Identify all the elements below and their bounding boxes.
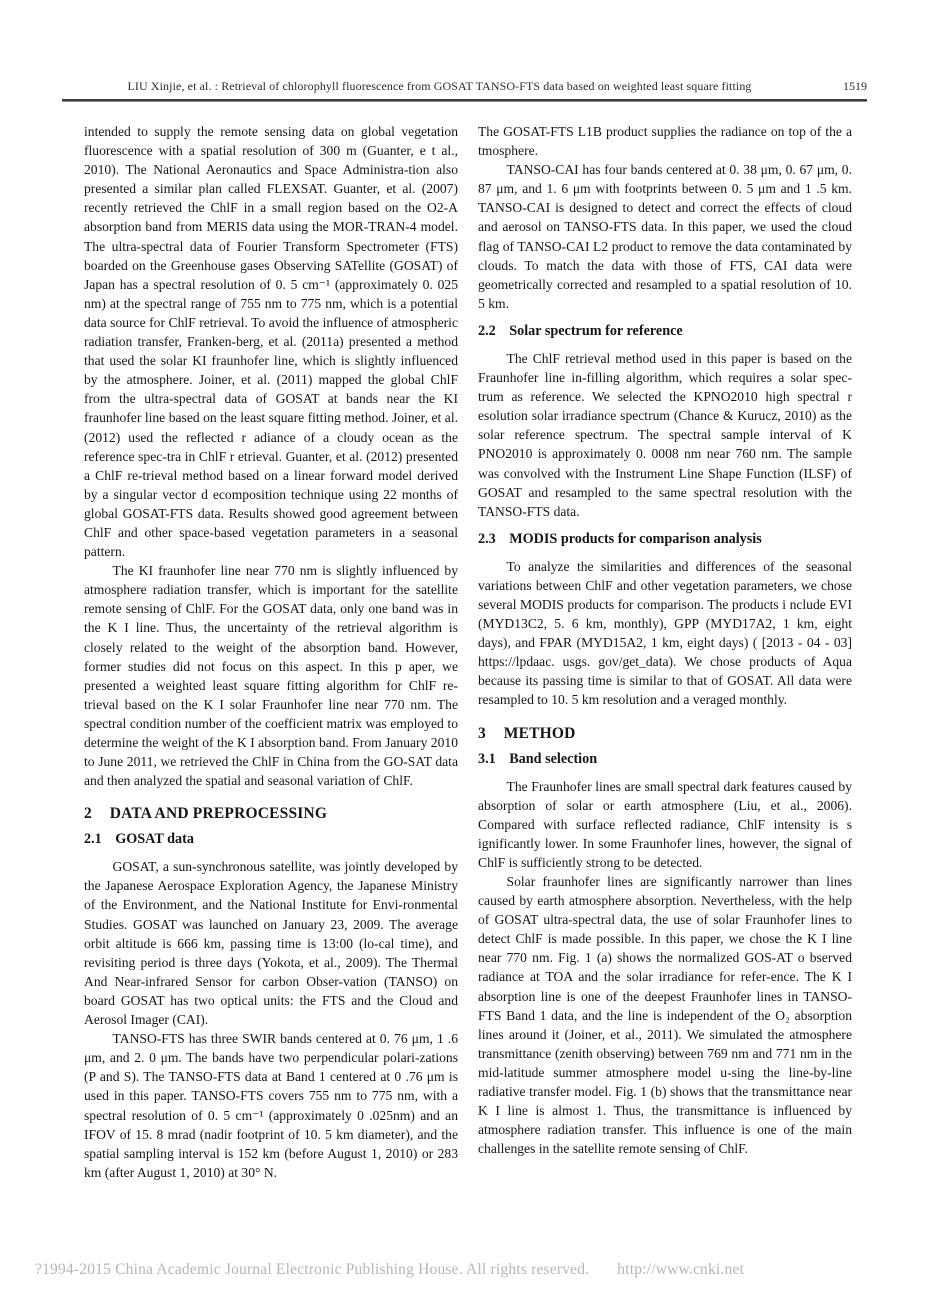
right-column — [478, 122, 852, 1158]
paragraph-tanso-fts: TANSO-FTS has three SWIR bands centered at 0. 76 μm, 1 .6 μm, and 2. 0 μm. The bands have two perpendicular polari-zations (P and S). The TANSO-FTS data at Band 1 centered at 0 .76 μm is used in this paper. TANSO-FTS covers 755 nm to 775 nm, with a spectral resolution of 0. 5 cm⁻¹ (approximately 0 .025nm) and an IFOV of 15. 8 mrad (nadir footprint of 10. 5 km diameter), and the spatial sampling interval is 152 km (before August 1, 2010) or 283 km (after August 1, 2010) at 30° N. — [84, 1031, 458, 1180]
paragraph-fraunhofer-lines: The Fraunhofer lines are small spectral dark features caused by absorption of solar or earth atmosphere (Liu, et al., 2006). Compared with surface reflected radiance, ChlF intensity is s ignificantly lower. In some Fraunhofer lines, however, the signal of ChlF is sufficiently strong to be detected. — [478, 778, 852, 870]
section-heading-2-2 — [478, 321, 852, 341]
paragraph-gosat: GOSAT, a sun-synchronous satellite, was jointly developed by the Japanese Aerospace Exploration Agency, the Japanese Ministry of the Environment, and the National Institute for Envi-ronmental Studies. GOSAT was launched on January 23, 2009. The average orbit altitude is 666 km, passing time is 13:00 (lo-cal time), and revisiting period is three days (Yokota, et al., 2009). The Thermal And Near-infrared Sensor for carbon Obser-vation (TANSO) on board GOSAT has two optical units: the FTS and the Cloud and Aerosol Imager (CAI). — [84, 859, 458, 1028]
section-number: 3.1 — [478, 750, 496, 767]
paragraph-l1b-continuation: The GOSAT-FTS L1B product supplies the radiance on top of the a tmosphere. — [478, 124, 852, 159]
section-number: 2.3 — [478, 530, 496, 547]
section-number: 3 — [478, 724, 486, 742]
left-column — [84, 122, 458, 1182]
section-number: 2 — [84, 805, 92, 823]
section-title: METHOD — [503, 724, 576, 742]
section-number: 2.2 — [478, 322, 496, 339]
page-number: 1519 — [843, 79, 867, 93]
running-header — [62, 79, 867, 94]
header-rule — [62, 99, 867, 102]
section-title: GOSAT data — [115, 831, 194, 848]
section-title: MODIS products for comparison analysis — [509, 530, 762, 547]
watermark-footer — [35, 1261, 744, 1279]
running-title: LIU Xinjie, et al. : Retrieval of chlorophyll fluorescence from GOSAT TANSO-FTS data based on weighted least square fitting — [127, 79, 752, 93]
paragraph-solar-spectrum: The ChlF retrieval method used in this paper is based on the Fraunhofer line in-filling algorithm, which requires a solar spec-trum as reference. We selected the KPNO2010 high spectral r esolution solar irradiance spectrum (Chance & Kurucz, 2010) as the solar reference spectrum. The spectral sample interval of K PNO2010 is approximately 0. 0008 nm near 760 nm. The sample was convolved with the Instrument Line Shape Function (ILSF) of GOSAT and resampled to the same spectral resolution with the TANSO-FTS data. — [478, 350, 852, 519]
section-heading-2 — [84, 803, 458, 824]
section-heading-3-1 — [478, 749, 852, 769]
section-number: 2.1 — [84, 831, 102, 848]
paragraph-tanso-cai: TANSO-CAI has four bands centered at 0. 38 μm, 0. 67 μm, 0. 87 μm, and 1. 6 μm with footprints between 0. 5 μm and 1 .5 km. TANSO-CAI is designed to detect and correct the effects of cloud and aerosol on TANSO-FTS data. In this paper, we used the cloud flag of TANSO-CAI L2 product to remove the data contaminated by clouds. To match the data with those of FTS, CAI data were geometrically corrected and resampled to a spatial resolution of 10. 5 km. — [478, 162, 852, 311]
section-title: DATA AND PREPROCESSING — [109, 805, 328, 823]
copyright-notice: ?1994-2015 China Academic Journal Electronic Publishing House. All rights reserved. — [35, 1261, 590, 1278]
section-title: Band selection — [509, 750, 598, 767]
section-heading-2-1 — [84, 829, 458, 849]
paragraph-intro-continuation: intended to supply the remote sensing data on global vegetation fluorescence with a spatial resolution of 300 m (Guanter, e t al., 2010). The National Aeronautics and Space Administra-tion also presented a similar plan called FLEXSAT. Guanter, et al. (2007) recently retrieved the ChlF in a small region based on the O2-A absorption band from MERIS data using the MOR-TRAN-4 model. The ultra-spectral data of Fourier Transform Spectrometer (FTS) boarded on the Greenhouse gases Observing SATellite (GOSAT) of Japan has a spectral resolution of 0. 5 cm⁻¹ (approximately 0. 025 nm) at the spectral range of 755 nm to 775 nm, which is a potential data source for ChlF retrieval. To avoid the influence of atmospheric radiation transfer, Franken-berg, et al. (2011a) presented a method that used the solar KI fraunhofer line, which is slightly influenced by the atmosphere. Joiner, et al. (2011) mapped the global ChlF from the ultra-spectral data of GOSAT at bands near the KI fraunhofer line based on the least square fitting method. Joiner, et al. (2012) used the reflected r adiance of a cloudy ocean as the reference spec-tra in ChlF r etrieval. Guanter, et al. (2012) presented a ChlF re-trieval method based on a linear forward model derived by a singular vector d ecomposition technique using 22 months of global GOSAT-FTS data. Results showed good agreement between ChlF and other space-based vegetation parameters in a seasonal pattern. — [84, 124, 458, 560]
paragraph-modis: To analyze the similarities and differences of the seasonal variations between ChlF and other vegetation parameters, we chose several MODIS products for comparison. The products i nclude EVI (MYD13C2, 5. 6 km, monthly), GPP (MYD17A2, 1 km, eight days), and FPAR (MYD15A2, 1 km, eight days) ( [2013 - 04 - 03] https://lpdaac. usgs. gov/get_data). We chose products of Aqua because its passing time is similar to that of GOSAT. All data were resampled to 10. 5 km resolution and a veraged monthly. — [478, 558, 852, 708]
paragraph-band-selection: Solar fraunhofer lines are significantly narrower than lines caused by earth atmosphere absorption. Nevertheless, with the help of GOSAT ultra-spectral data, the use of solar Fraunhofer lines to detect ChlF is made possible. In this paper, we chose the K I line near 770 nm. Fig. 1 (a) shows the normalized GOS-AT o bserved radiance at TOA and the solar irradiance for refer-ence. The K I absorption line is one of the deepest Fraunhofer lines in TANSO-FTS Band 1 data, and the line is independent of the O₂ absorption lines around it (Joiner, et al., 2011). We simulated the atmosphere transmittance (zenith observing) between 769 nm and 771 nm in the mid-latitude summer atmosphere model u-sing the line-by-line radiative transfer model. Fig. 1 (b) shows that the transmittance near K I line is almost 1. Thus, the transmittance is influenced by atmosphere radiation transfer. This influence is one of the main challenges in the satellite remote sensing of ChlF. — [478, 874, 852, 1157]
paragraph-ki-line: The KI fraunhofer line near 770 nm is slightly influenced by atmosphere radiation transfer, which is important for the satellite remote sensing of ChlF. For the GOSAT data, only one band was in the K I line. Thus, the uncertainty of the retrieval algorithm is closely related to the weight of the absorption band. However, former studies did not focus on this aspect. In this p aper, we presented a weighted least square fitting algorithm for ChlF re-trieval based on the K I solar Fraunhofer line near 770 nm. The spectral condition number of the coefficient matrix was employed to determine the weight of the K I absorption band. From January 2010 to June 2011, we retrieved the ChlF in China from the GO-SAT data and then analyzed the spatial and seasonal variation of ChlF. — [84, 563, 458, 789]
section-heading-3 — [478, 723, 852, 744]
section-title: Solar spectrum for reference — [509, 322, 683, 339]
section-heading-2-3 — [478, 529, 852, 549]
cnki-url: http://www.cnki.net — [617, 1261, 745, 1278]
